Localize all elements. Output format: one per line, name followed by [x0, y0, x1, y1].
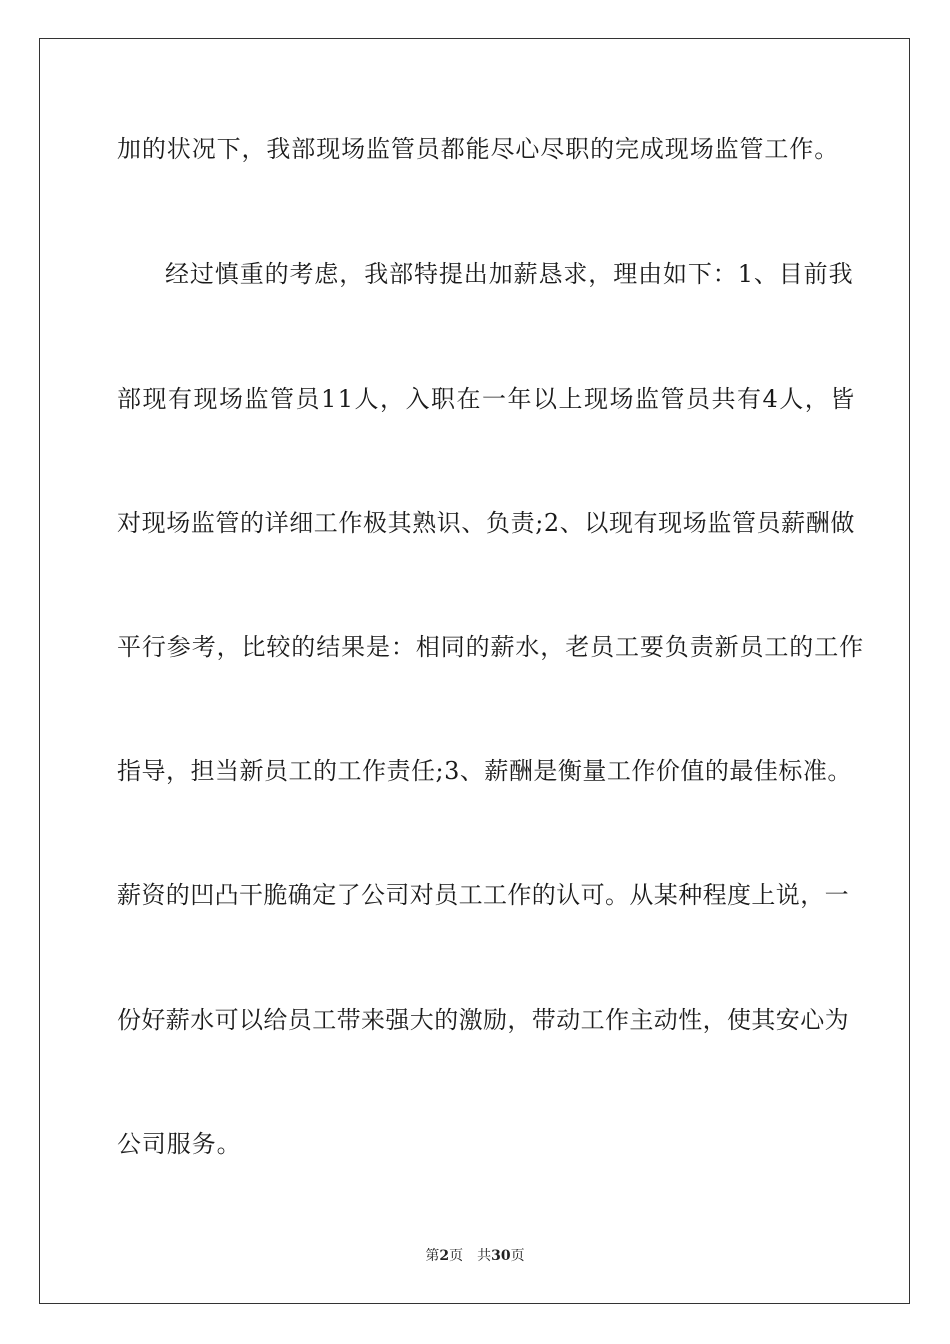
page-number: 2: [439, 1248, 450, 1264]
page-suffix: 页: [449, 1248, 464, 1264]
body-text-line: 份好薪水可以给员工带来强大的激励，带动工作主动性，使其安心为: [117, 1006, 849, 1034]
body-text-line: 部现有现场监管员11人，入职在一年以上现场监管员共有4人，皆: [117, 385, 856, 413]
body-text-line: 对现场监管的详细工作极其熟识、负责;2、以现有现场监管员薪酬做: [117, 509, 855, 537]
total-prefix: 共: [477, 1248, 492, 1264]
page-border: [39, 38, 910, 1304]
page-prefix: 第: [425, 1248, 440, 1264]
page-footer: [0, 1247, 950, 1265]
body-text-line: 公司服务。: [117, 1130, 242, 1158]
total-pages: 30: [491, 1248, 511, 1264]
total-suffix: 页: [510, 1248, 525, 1264]
body-text-line: 经过慎重的考虑，我部特提出加薪恳求，理由如下：1、目前我: [165, 260, 854, 288]
body-text-line: 平行参考，比较的结果是：相同的薪水，老员工要负责新员工的工作: [117, 633, 864, 661]
body-text-line: 薪资的凹凸干脆确定了公司对员工工作的认可。从某种程度上说，一: [117, 881, 849, 909]
body-text-line: 指导，担当新员工的工作责任;3、薪酬是衡量工作价值的最佳标准。: [117, 757, 852, 785]
body-text-line: 加的状况下，我部现场监管员都能尽心尽职的完成现场监管工作。: [117, 135, 840, 163]
